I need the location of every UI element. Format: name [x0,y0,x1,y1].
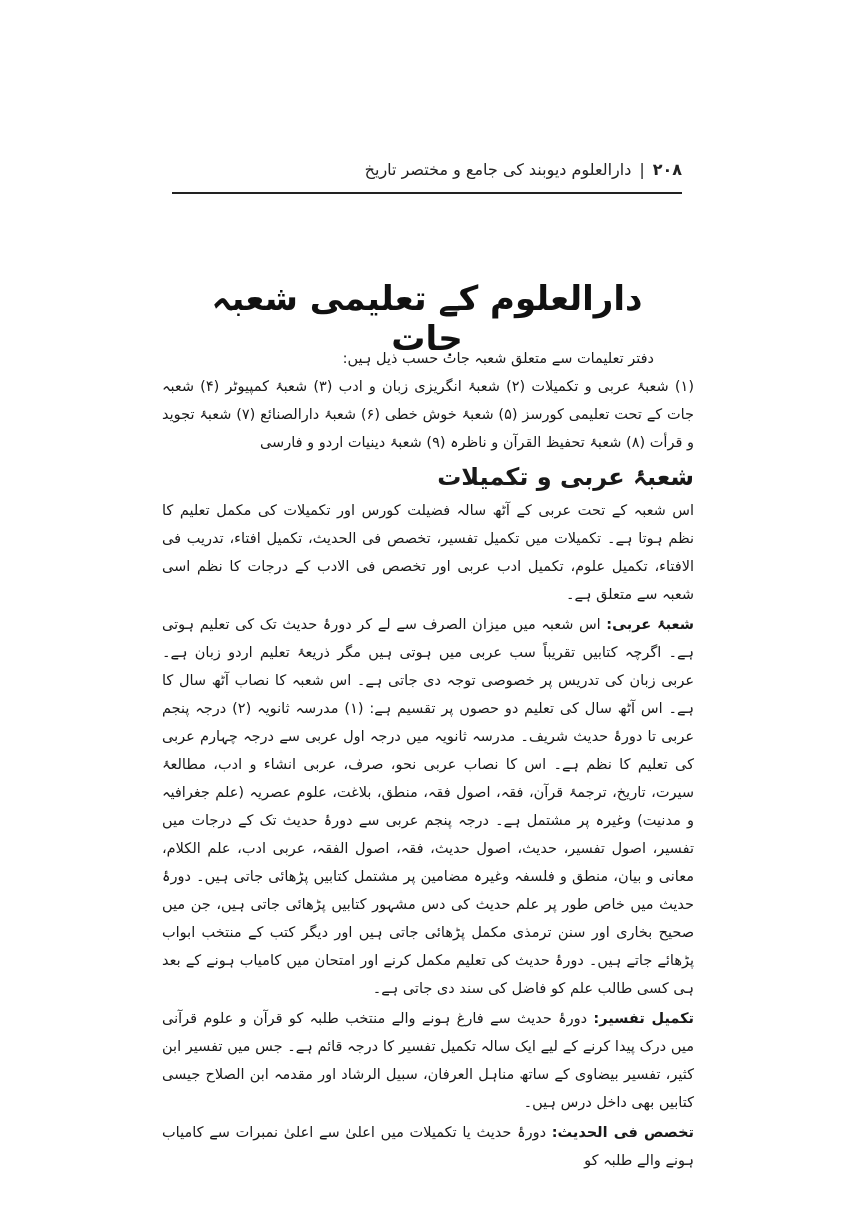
body-text [162,345,694,1177]
chapter-title: دارالعلوم کے تعلیمی شعبہ جات [211,279,643,359]
paragraph-3-lead: تکمیل تفسیر: [593,1011,694,1027]
paragraph-2-text: اس شعبہ میں میزان الصرف سے لے کر دورۂ حدیث تک کی تعلیم ہوتی ہے۔ اگرچہ کتابیں تقریباً سب عربی میں ہوتی ہیں مگر ذریعۂ تعلیم اردو زبان ہے۔ عربی زبان کی تدریس پر خصوصی توجہ دی جاتی ہے۔ اس شعبہ کا نصاب آٹھ سال کا ہے۔ اس آٹھ سال کی تعلیم دو حصوں پر تقسیم ہے: (۱) مدرسہ ثانویہ (۲) درجہ پنجم عربی تا دورۂ حدیث شریف۔ مدرسہ ثانویہ میں درجہ اول عربی سے درجہ چہارم عربی کی تعلیم کا نظم ہے۔ اس کا نصاب عربی نحو، صرف، عربی انشاء و ادب، مطالعۂ سیرت، تاریخ، ترجمۂ قرآن، فقہ، اصول فقہ، منطق، بلاغت، علوم عصریہ (علم جغرافیہ و مدنیت) وغیرہ پر مشتمل ہے۔ درجہ پنجم عربی سے دورۂ حدیث تک کے درجات میں تفسیر، اصول تفسیر، حدیث، اصول حدیث، فقہ، اصول الفقہ، عربی ادب، علم الکلام، معانی و بیان، منطق و فلسفہ وغیرہ مضامین پر مشتمل کتابیں پڑھائی جاتی ہیں۔ دورۂ حدیث میں خاص طور پر علم حدیث کی دس مشہور کتابیں پڑھائی جاتی ہیں، جن میں صحیح بخاری اور سنن ترمذی مکمل پڑھائی جاتی ہیں اور دیگر کتب کے منتخب ابواب پڑھائے جاتے ہیں۔ دورۂ حدیث کی تعلیم مکمل کرنے اور امتحان میں کامیاب ہونے کے بعد ہی کسی طالب علم کو فاضل کی سند دی جاتی ہے۔ [162,617,694,997]
page-number: ۲۰۸ [652,160,682,179]
paragraph-2-lead: شعبۂ عربی: [606,617,695,633]
intro-line: دفتر تعلیمات سے متعلق شعبہ جات حسب ذیل ہیں: [342,351,654,367]
paragraph-4 [162,1119,694,1175]
paragraph-1-text: اس شعبہ کے تحت عربی کے آٹھ سالہ فضیلت کورس اور تکمیلات کی مکمل تعلیم کا نظم ہوتا ہے۔ تکمیلات میں تکمیل تفسیر، تخصص فی الحدیث، تکمیل افتاء، تدریب فی الافتاء، تکمیل علوم، تکمیل ادب عربی اور تخصص فی الادب کے درجات کا نظم اسی شعبہ سے متعلق ہے۔ [162,503,694,603]
paragraph-1 [162,497,694,609]
running-header [172,160,682,179]
departments-list: (۱) شعبۂ عربی و تکمیلات (۲) شعبۂ انگریزی زبان و ادب (۳) شعبۂ کمپیوٹر (۴) شعبہ جات کے تحت تعلیمی کورسز (۵) شعبۂ خوش خطی (۶) شعبۂ دارالصنائع (۷) شعبۂ تجوید و قرأت (۸) شعبۂ تحفیظ القرآن و ناظرہ (۹) شعبۂ دینیات اردو و فارسی [162,379,694,451]
paragraph-3-text: دورۂ حدیث سے فارغ ہونے والے منتخب طلبہ کو قرآن و علوم قرآنی میں درک پیدا کرنے کے لیے ایک سالہ تکمیل تفسیر کا درجہ قائم ہے۔ جس میں تفسیر ابن کثیر، تفسیر بیضاوی کے ساتھ مناہل العرفان، سبیل الرشاد اور مقدمہ ابن الصلاح جیسی کتابیں بھی داخل درس ہیں۔ [162,1011,694,1111]
paragraph-3 [162,1005,694,1117]
section-heading: شعبۂ عربی و تکمیلات [437,463,694,491]
header-separator: | [639,160,645,179]
paragraph-4-lead: تخصص فی الحدیث: [551,1125,694,1141]
header-rule [172,192,682,194]
paragraph-2 [162,611,694,1003]
book-title: دارالعلوم دیوبند کی جامع و مختصر تاریخ [364,160,632,179]
paragraph-4-text: دورۂ حدیث یا تکمیلات میں اعلیٰ سے اعلیٰ نمبرات سے کامیاب ہونے والے طلبہ کو [162,1125,694,1169]
